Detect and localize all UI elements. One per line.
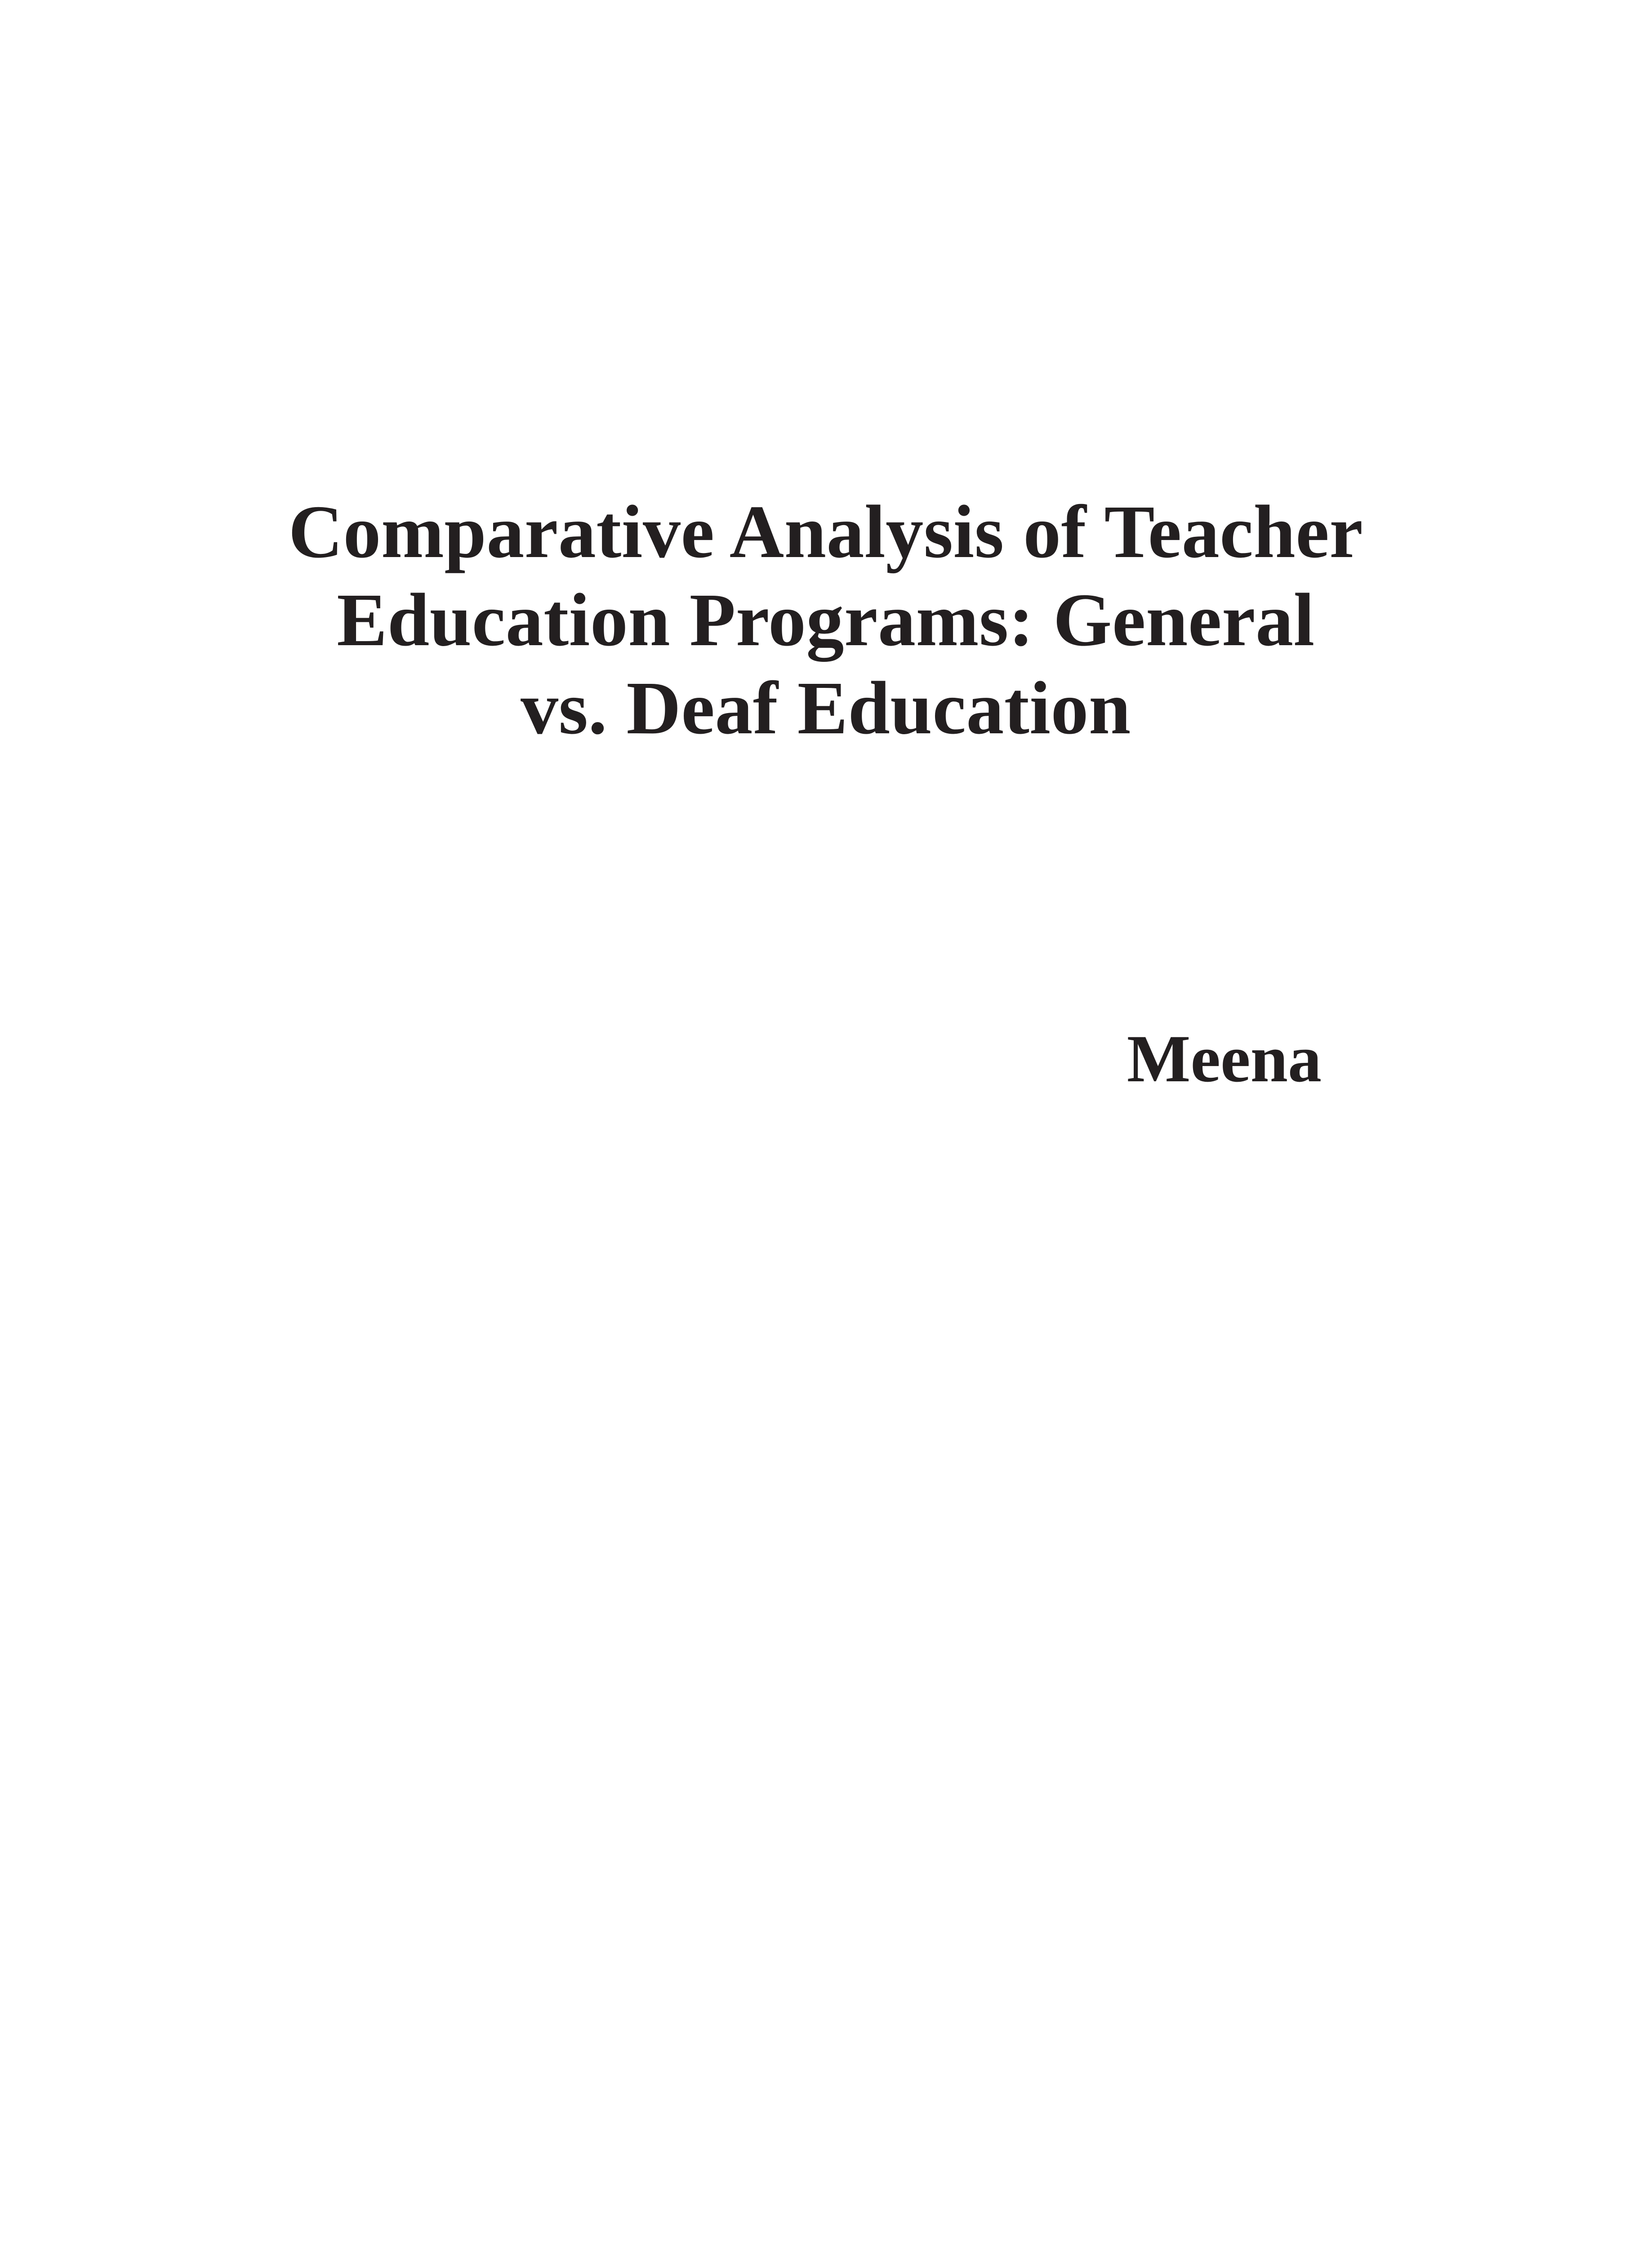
book-title-line-2: Education Programs: General [337,578,1315,662]
book-title [151,488,1500,752]
book-title-line-1: Comparative Analysis of Teacher [288,490,1363,574]
author-name: Meena [1127,1021,1322,1096]
book-title-line-3: vs. Deaf Education [521,666,1131,750]
